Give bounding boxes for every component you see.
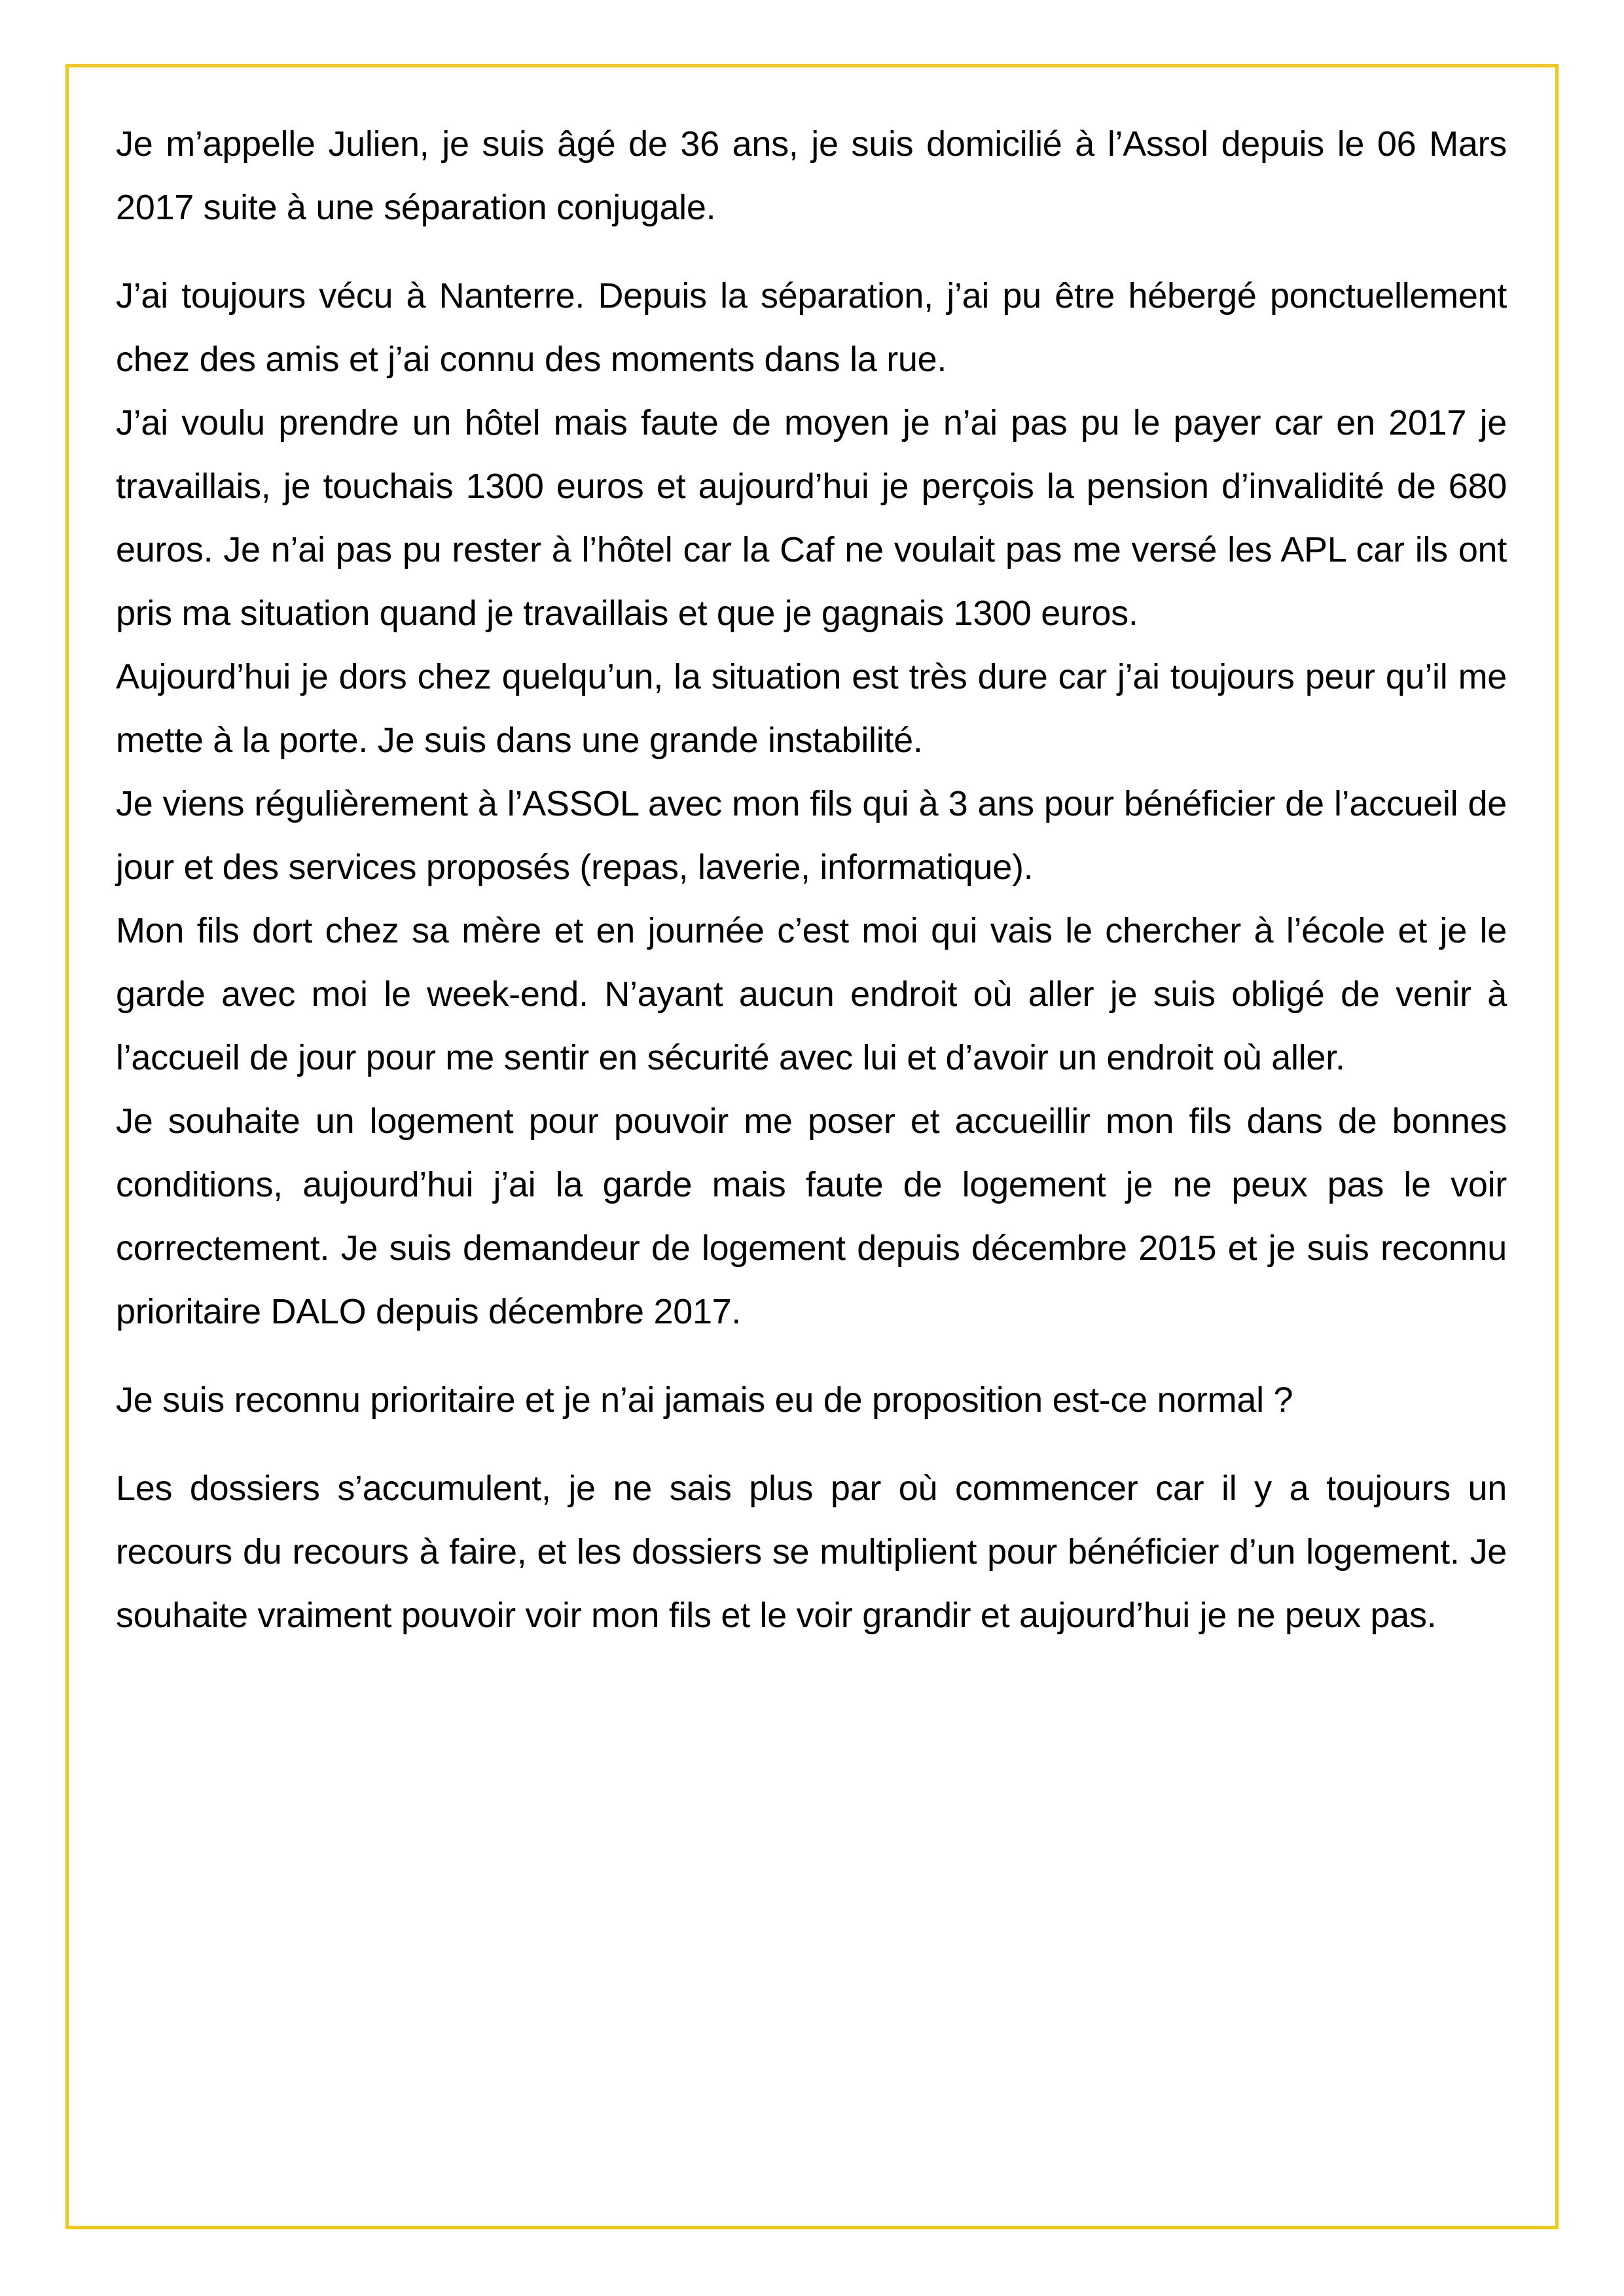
document-body-text [116, 113, 1507, 1647]
paragraph-fils-garde: Mon fils dort chez sa mère et en journée c’est moi qui vais le chercher à l’école et je le garde avec moi le week-end. N’ayant aucun endroit où aller je suis obligé de venir à l’accueil de jour pour me sentir en sécurité avec lui et d’avoir un endroit où aller. [116, 911, 1507, 1077]
paragraph-demande-logement: Je souhaite un logement pour pouvoir me poser et accueillir mon fils dans de bonnes conditions, aujourd’hui j’ai la garde mais faute de logement je ne peux pas le voir correctement. Je suis demandeur de logement depuis décembre 2015 et je suis reconnu prioritaire DALO depuis décembre 2017. [116, 1102, 1507, 1331]
paragraph-intro: Je m’appelle Julien, je suis âgé de 36 ans, je suis domicilié à l’Assol depuis le 06 Mars 2017 suite à une séparation conjugale. [116, 124, 1507, 227]
paragraph-nanterre: J’ai toujours vécu à Nanterre. Depuis la séparation, j’ai pu être hébergé ponctuellement chez des amis et j’ai connu des moments dans la rue. [116, 276, 1507, 379]
paragraph-dossiers: Les dossiers s’accumulent, je ne sais plus par où commencer car il y a toujours un recours du recours à faire, et les dossiers se multiplient pour bénéficier d’un logement. Je souhaite vraiment pouvoir voir mon fils et le voir grandir et aujourd’hui je ne peux pas. [116, 1469, 1507, 1635]
paragraph-question-normal: Je suis reconnu prioritaire et je n’ai jamais eu de proposition est-ce normal ? [116, 1380, 1293, 1420]
paragraph-assol-services: Je viens régulièrement à l’ASSOL avec mon fils qui à 3 ans pour bénéficier de l’accueil de jour et des services proposés (repas, laverie, informatique). [116, 784, 1507, 887]
paragraph-hotel: J’ai voulu prendre un hôtel mais faute de moyen je n’ai pas pu le payer car en 2017 je travaillais, je touchais 1300 euros et aujourd’hui je perçois la pension d’invalidité de 680 euros. Je n’ai pas pu rester à l’hôtel car la Caf ne voulait pas me versé les APL car ils ont pris ma situation quand je travaillais et que je gagnais 1300 euros. [116, 403, 1507, 633]
paragraph-instabilite: Aujourd’hui je dors chez quelqu’un, la situation est très dure car j’ai toujours peur qu’il me mette à la porte. Je suis dans une grande instabilité. [116, 657, 1507, 760]
